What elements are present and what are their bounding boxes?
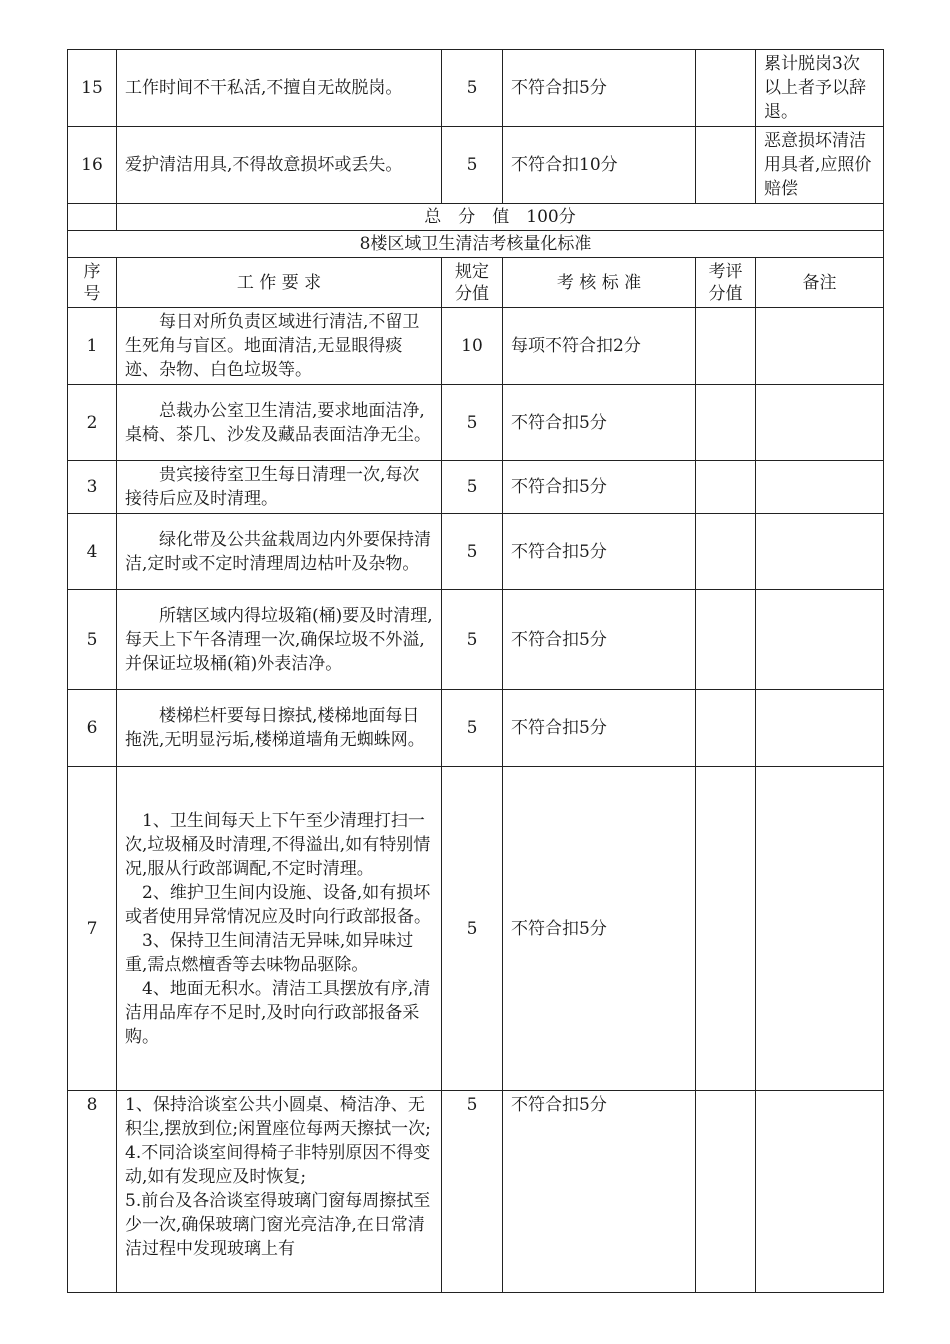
assessment-table — [67, 49, 884, 1293]
evaluation-cell — [696, 690, 756, 767]
requirement-paragraph: 1、卫生间每天上下午至少清理打扫一次,垃圾桶及时清理,不得溢出,如有特别情况,服从行政部调配,不定时清理。 — [125, 810, 431, 879]
requirement-paragraph: 2、维护卫生间内设施、设备,如有损坏或者使用异常情况应及时向行政部报备。 — [125, 882, 431, 927]
work-requirement: 绿化带及公共盆栽周边内外要保持清洁,定时或不定时清理周边枯叶及杂物。 — [117, 514, 442, 590]
score-value: 5 — [442, 50, 503, 127]
assessment-standard: 不符合扣5分 — [503, 50, 696, 127]
score-value: 5 — [442, 767, 503, 1091]
header-evaluation: 考评分值 — [696, 258, 756, 308]
score-value: 5 — [442, 127, 503, 204]
remark: 累计脱岗3次以上者予以辞退。 — [756, 50, 884, 127]
work-requirement — [117, 767, 442, 1091]
header-no: 序号 — [68, 258, 117, 308]
remark — [756, 385, 884, 461]
requirement-paragraph: 4、地面无积水。清洁工具摆放有序,清洁用品库存不足时,及时向行政部报备采购。 — [125, 978, 431, 1047]
table-row — [68, 461, 884, 514]
requirement-paragraph: 1、保持洽谈室公共小圆桌、椅洁净、无积尘,摆放到位;闲置座位每两天擦拭一次; — [125, 1095, 431, 1139]
header-requirement: 工 作 要 求 — [117, 258, 442, 308]
section-title: 8楼区域卫生清洁考核量化标准 — [68, 231, 884, 258]
score-value: 5 — [442, 690, 503, 767]
remark — [756, 1091, 884, 1293]
work-requirement: 所辖区域内得垃圾箱(桶)要及时清理,每天上下午各清理一次,确保垃圾不外溢,并保证垃圾桶(箱)外表洁净。 — [117, 590, 442, 690]
evaluation-cell — [696, 50, 756, 127]
evaluation-cell — [696, 514, 756, 590]
evaluation-cell — [696, 308, 756, 385]
evaluation-cell — [696, 461, 756, 514]
score-value: 5 — [442, 461, 503, 514]
table-row — [68, 690, 884, 767]
work-requirement — [117, 1091, 442, 1293]
evaluation-cell — [696, 385, 756, 461]
remark — [756, 461, 884, 514]
section-title-row — [68, 231, 884, 258]
row-number: 1 — [68, 308, 117, 385]
work-requirement: 贵宾接待室卫生每日清理一次,每次接待后应及时清理。 — [117, 461, 442, 514]
table-row — [68, 127, 884, 204]
evaluation-cell — [696, 590, 756, 690]
remark: 恶意损坏清洁用具者,应照价赔偿 — [756, 127, 884, 204]
row-number: 16 — [68, 127, 117, 204]
remark — [756, 514, 884, 590]
table-row — [68, 50, 884, 127]
work-requirement: 爱护清洁用具,不得故意损坏或丢失。 — [117, 127, 442, 204]
assessment-standard: 不符合扣5分 — [503, 1091, 696, 1293]
row-number: 4 — [68, 514, 117, 590]
work-requirement: 总裁办公室卫生清洁,要求地面洁净,桌椅、茶几、沙发及藏品表面洁净无尘。 — [117, 385, 442, 461]
assessment-standard: 不符合扣5分 — [503, 514, 696, 590]
header-score: 规定分值 — [442, 258, 503, 308]
score-value: 5 — [442, 385, 503, 461]
assessment-standard: 不符合扣5分 — [503, 767, 696, 1091]
row-number: 3 — [68, 461, 117, 514]
header-standard: 考 核 标 准 — [503, 258, 696, 308]
assessment-standard: 不符合扣5分 — [503, 590, 696, 690]
remark — [756, 590, 884, 690]
remark — [756, 767, 884, 1091]
evaluation-cell — [696, 127, 756, 204]
row-number: 7 — [68, 767, 117, 1091]
requirement-paragraph: 3、保持卫生间清洁无异味,如异味过重,需点燃檀香等去味物品驱除。 — [125, 930, 414, 975]
score-value: 5 — [442, 514, 503, 590]
work-requirement: 工作时间不干私活,不擅自无故脱岗。 — [117, 50, 442, 127]
row-number: 2 — [68, 385, 117, 461]
table-row — [68, 308, 884, 385]
remark — [756, 308, 884, 385]
requirement-paragraph: 5.前台及各洽谈室得玻璃门窗每周擦拭至少一次,确保玻璃门窗光亮洁净,在日常清洁过程中发现玻璃上有 — [125, 1191, 431, 1259]
empty-cell — [68, 204, 117, 231]
table-row — [68, 385, 884, 461]
assessment-standard: 不符合扣5分 — [503, 461, 696, 514]
row-number: 15 — [68, 50, 117, 127]
total-score: 总 分 值 100分 — [117, 204, 884, 231]
requirement-paragraph: 4.不同洽谈室间得椅子非特别原因不得变动,如有发现应及时恢复; — [125, 1143, 431, 1187]
remark — [756, 690, 884, 767]
table-row — [68, 1091, 884, 1293]
evaluation-cell — [696, 767, 756, 1091]
table-row — [68, 767, 884, 1091]
table-row — [68, 590, 884, 690]
assessment-standard: 每项不符合扣2分 — [503, 308, 696, 385]
evaluation-cell — [696, 1091, 756, 1293]
total-row — [68, 204, 884, 231]
row-number: 8 — [68, 1091, 117, 1293]
header-remark: 备注 — [756, 258, 884, 308]
row-number: 5 — [68, 590, 117, 690]
score-value: 5 — [442, 1091, 503, 1293]
assessment-standard: 不符合扣10分 — [503, 127, 696, 204]
work-requirement: 每日对所负责区域进行清洁,不留卫生死角与盲区。地面清洁,无显眼得痰迹、杂物、白色垃圾等。 — [117, 308, 442, 385]
work-requirement: 楼梯栏杆要每日擦拭,楼梯地面每日拖洗,无明显污垢,楼梯道墙角无蜘蛛网。 — [117, 690, 442, 767]
score-value: 10 — [442, 308, 503, 385]
assessment-standard: 不符合扣5分 — [503, 385, 696, 461]
table-row — [68, 514, 884, 590]
row-number: 6 — [68, 690, 117, 767]
score-value: 5 — [442, 590, 503, 690]
assessment-standard: 不符合扣5分 — [503, 690, 696, 767]
header-row — [68, 258, 884, 308]
